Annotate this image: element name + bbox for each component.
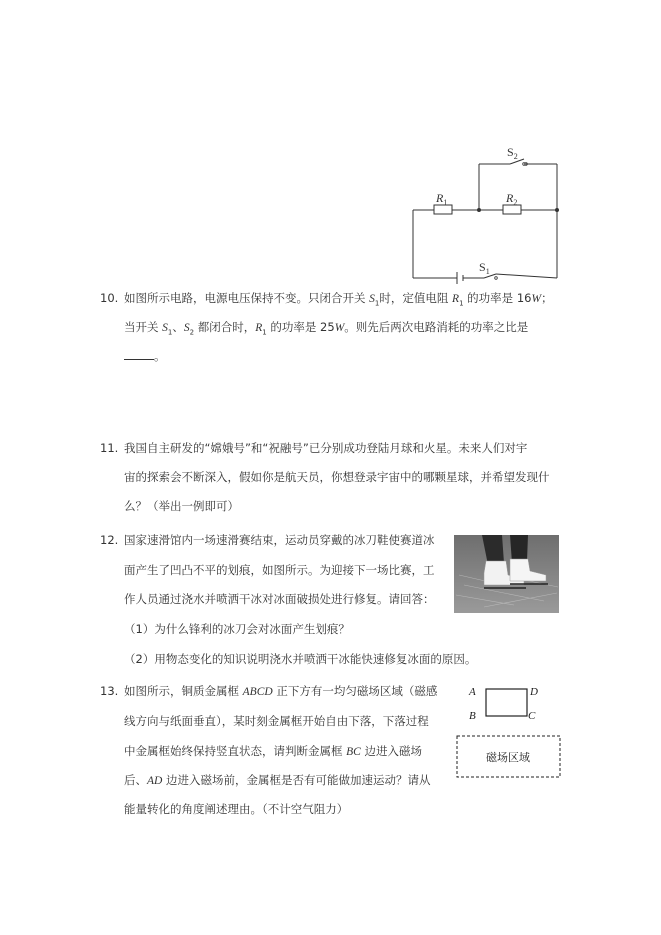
s2-label: S — [507, 145, 514, 159]
label-d: D — [530, 686, 538, 698]
metal-frame-figure — [455, 680, 565, 782]
circuit-diagram — [400, 145, 570, 285]
label-c: C — [528, 710, 536, 722]
svg-text:R1 — [435, 191, 447, 207]
q13-line-1: 如图所示，铜质金属框 ABCD 正下方有一均匀磁场区域（磁感 — [124, 684, 438, 698]
answer-blank[interactable] — [124, 348, 154, 360]
q12-line-2: 面产生了凹凸不平的划痕，如图所示。为迎接下一场比赛，工 — [124, 563, 435, 577]
q11-line-3: 么？（举出一例即可） — [124, 499, 239, 513]
resistor-r2 — [503, 205, 521, 214]
q13-line-4: 后、AD 边进入磁场前，金属框是否有可能做加速运动？请从 — [124, 773, 431, 787]
q13-line-5: 能量转化的角度阐述理由。（不计空气阻力） — [124, 802, 349, 816]
svg-text:R2 — [505, 191, 517, 207]
r2-sub: 2 — [513, 198, 518, 207]
q12-sub-question-2: （2）用物态变化的知识说明浇水并喷洒干冰能快速修复冰面的原因。 — [124, 652, 477, 666]
q11-line-2: 宙的探索会不断深入，假如你是航天员，你想登录宇宙中的哪颗星球，并希望发现什 — [124, 470, 550, 484]
label-a: A — [469, 686, 476, 698]
r1-sub: 1 — [443, 198, 448, 207]
s2-sub: 2 — [513, 152, 518, 161]
q13-line-2: 线方向与纸面垂直），某时刻金属框开始自由下落，下落过程 — [124, 714, 429, 728]
q12-line-3: 作人员通过浇水并喷洒干冰对冰面破损处进行修复。请回答： — [124, 592, 435, 606]
svg-text:S1 — [479, 260, 490, 276]
field-label: 磁场区域 — [486, 751, 530, 764]
q12-line-1: 国家速滑馆内一场速滑赛结束，运动员穿戴的冰刀鞋使赛道冰 — [124, 533, 435, 547]
r2-label: R — [506, 191, 514, 205]
question-number: 12. — [100, 533, 119, 547]
q11-line-1: 我国自主研发的“嫦娥号”和“祝融号”已分别成功登陆月球和火星。未来人们对宇 — [124, 441, 528, 455]
q12-sub-question-1: （1）为什么锋利的冰刀会对冰面产生划痕？ — [124, 622, 350, 636]
r1-label: R — [436, 191, 444, 205]
s1-sub: 1 — [485, 267, 490, 276]
s1-label: S — [479, 260, 486, 274]
label-b: B — [469, 710, 476, 722]
skate-photo — [454, 535, 559, 613]
question-number: 11. — [100, 441, 119, 455]
q10-line-2: 当开关 $S_1$、$S_2$ 都闭合时，$R_1$ 的功率是 25W。则先后两次电路消耗的功率之比是 — [124, 320, 529, 337]
question-number: 13. — [100, 684, 119, 698]
question-number: 10. — [100, 291, 119, 305]
q10-line-1: 如图所示电路，电源电压保持不变。只闭合开关 $S_1$时，定值电阻 $R_1$ 的功率是 16W； — [124, 291, 553, 308]
q10-line-3: 。 — [124, 348, 166, 364]
q13-line-3: 中金属框始终保持竖直状态，请判断金属框 BC 边进入磁场 — [124, 744, 423, 758]
svg-text:S2 — [507, 145, 518, 161]
metal-frame — [486, 689, 527, 716]
